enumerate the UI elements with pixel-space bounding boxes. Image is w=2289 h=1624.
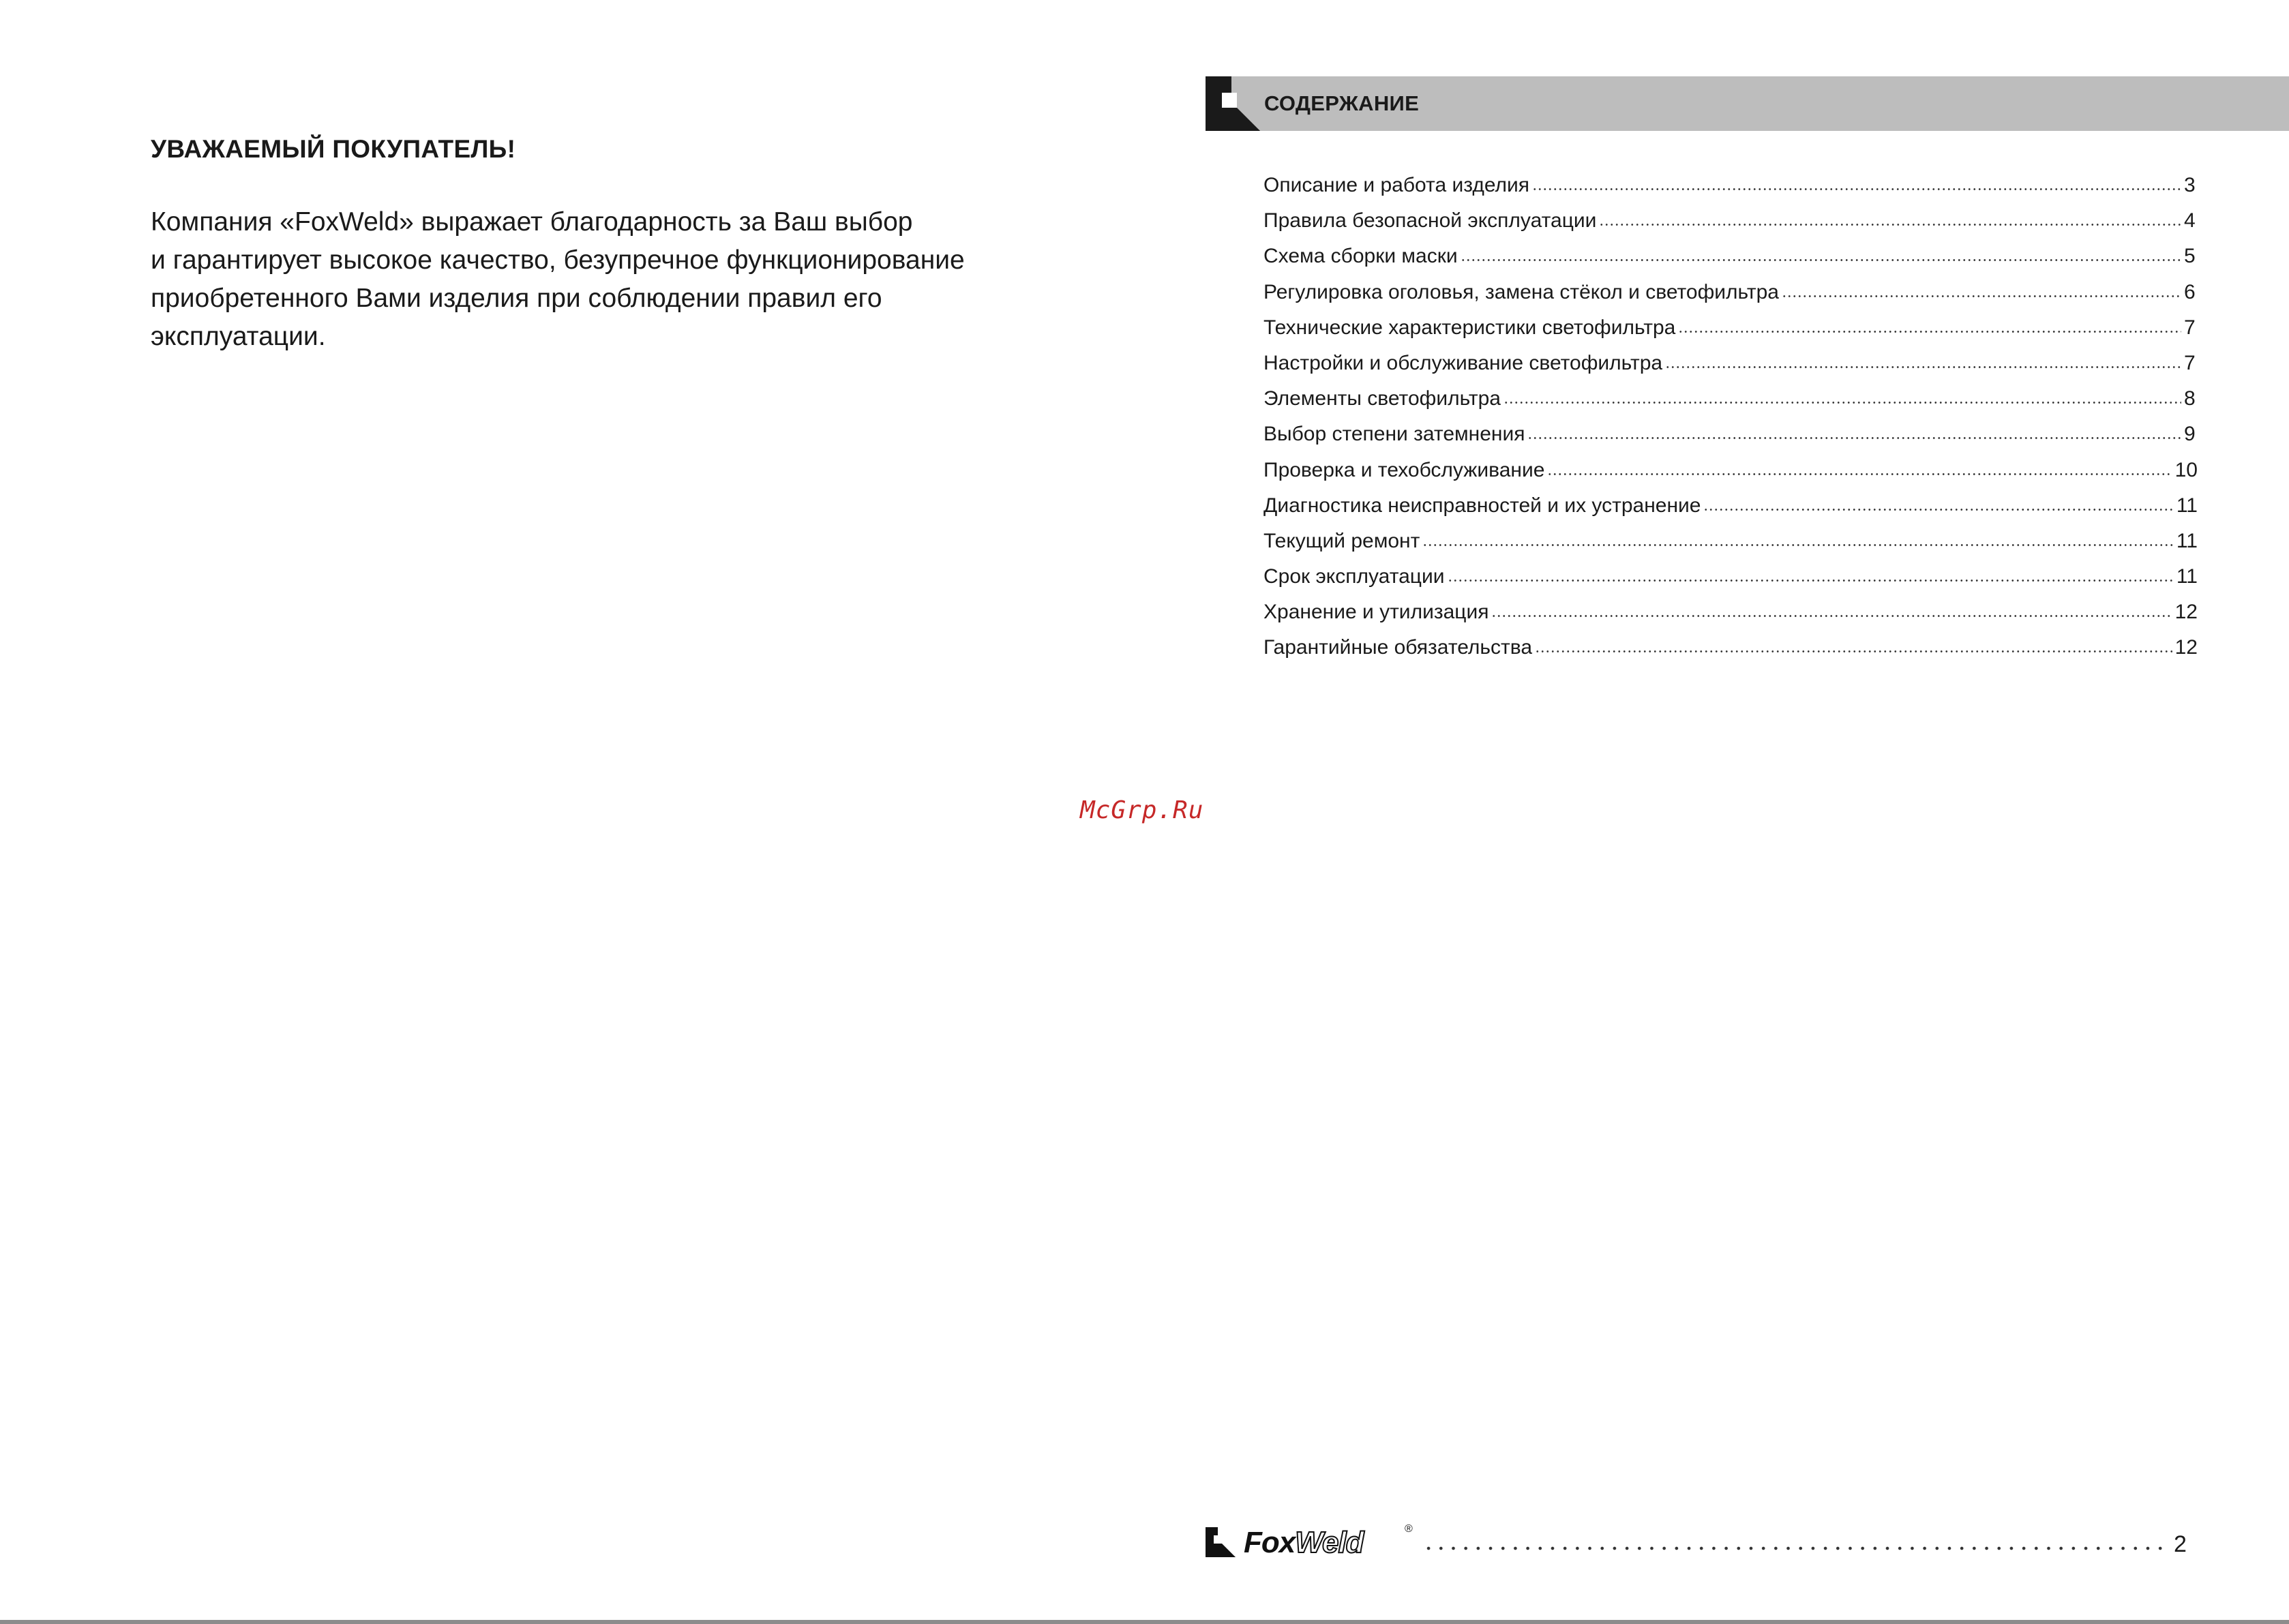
greeting-line: Компания «FoxWeld» выражает благодарность за Ваш выбор — [151, 207, 913, 237]
greeting-body — [151, 203, 1105, 356]
watermark: McGrp.Ru — [1080, 796, 1204, 824]
toc-item-page: 3 — [2184, 174, 2196, 196]
toc-item-label: Настройки и обслуживание светофильтра — [1263, 351, 1663, 374]
toc-item-page: 10 — [2174, 458, 2198, 481]
toc-item-page: 9 — [2184, 423, 2196, 446]
toc-item-label: Хранение и утилизация — [1263, 601, 1489, 624]
toc-item[interactable] — [1263, 565, 2198, 601]
greeting-title: УВАЖАЕМЫЙ ПОКУПАТЕЛЬ! — [151, 135, 516, 163]
toc-item[interactable] — [1263, 209, 2198, 245]
toc-item-label: Правила безопасной эксплуатации — [1263, 209, 1597, 232]
toc-leader-dots — [1782, 295, 2181, 297]
toc-item-page: 4 — [2184, 209, 2196, 232]
footer — [1206, 1523, 2194, 1560]
toc-leader-dots — [1678, 331, 2181, 333]
greeting-line: и гарантирует высокое качество, безупречное функционирование — [151, 245, 965, 275]
page-number: 2 — [2174, 1531, 2187, 1557]
toc-item-page: 12 — [2174, 601, 2198, 624]
toc-item-label: Проверка и техобслуживание — [1263, 458, 1545, 481]
toc-item[interactable] — [1263, 494, 2198, 530]
toc-item-label: Срок эксплуатации — [1263, 565, 1445, 588]
toc-leader-dots — [1547, 473, 2172, 475]
brand-weld: Weld — [1295, 1526, 1364, 1559]
toc-item[interactable] — [1263, 174, 2198, 209]
toc-item-label: Описание и работа изделия — [1263, 174, 1530, 196]
toc-item[interactable] — [1263, 530, 2198, 565]
toc-item-page: 11 — [2176, 565, 2198, 588]
toc-item[interactable] — [1263, 601, 2198, 636]
toc-item-page: 8 — [2184, 387, 2196, 410]
toc-item-label: Гарантийные обязательства — [1263, 636, 1533, 659]
brand-fox: Fox — [1244, 1526, 1296, 1559]
toc-item-page: 5 — [2184, 245, 2196, 268]
toc-item[interactable] — [1263, 352, 2198, 387]
greeting-line: эксплуатации. — [151, 322, 326, 351]
toc-leader-dots — [1461, 259, 2181, 261]
toc-item-label: Выбор степени затемнения — [1263, 423, 1525, 446]
toc-item-page: 11 — [2176, 529, 2198, 552]
toc-item-label: Диагностика неисправностей и их устранение — [1263, 494, 1701, 517]
toc-item-label: Текущий ремонт — [1263, 529, 1420, 552]
toc-item-page: 7 — [2184, 316, 2196, 339]
toc-item-page: 12 — [2174, 636, 2198, 659]
section-marker-icon — [1206, 76, 1260, 131]
toc-item-label: Схема сборки маски — [1263, 245, 1458, 268]
toc-header — [1206, 76, 2289, 131]
toc-leader-dots — [1503, 402, 2181, 404]
toc-item[interactable] — [1263, 245, 2198, 280]
registered-mark: ® — [1405, 1523, 1413, 1535]
toc-item[interactable] — [1263, 387, 2198, 423]
toc-item-label: Технические характеристики светофильтра — [1263, 316, 1676, 339]
toc-item[interactable] — [1263, 423, 2198, 458]
toc-leader-dots — [1535, 650, 2172, 652]
toc-item-page: 7 — [2184, 351, 2196, 374]
toc-leader-dots — [1665, 366, 2181, 368]
toc-list — [1263, 174, 2198, 672]
toc-leader-dots — [1448, 580, 2174, 582]
toc-item-label: Элементы светофильтра — [1263, 387, 1501, 410]
footer-leader-dots — [1422, 1546, 2166, 1550]
bottom-rule — [0, 1620, 2289, 1624]
brand-name — [1244, 1526, 1364, 1560]
toc-leader-dots — [1527, 437, 2181, 439]
toc-item-label: Регулировка оголовья, замена стёкол и светофильтра — [1263, 280, 1779, 303]
toc-leader-dots — [1422, 544, 2174, 546]
toc-title: СОДЕРЖАНИЕ — [1264, 91, 1420, 115]
toc-leader-dots — [1491, 615, 2172, 617]
greeting-line: приобретенного Вами изделия при соблюдении правил его — [151, 284, 882, 313]
foxweld-logo-icon — [1206, 1527, 1236, 1557]
toc-leader-dots — [1703, 509, 2173, 511]
toc-item-page: 6 — [2184, 280, 2196, 303]
toc-leader-dots — [1532, 188, 2181, 190]
toc-item[interactable] — [1263, 316, 2198, 352]
toc-item-page: 11 — [2176, 494, 2198, 517]
toc-item[interactable] — [1263, 636, 2198, 672]
toc-leader-dots — [1599, 224, 2181, 226]
toc-item[interactable] — [1263, 281, 2198, 316]
toc-item[interactable] — [1263, 459, 2198, 494]
